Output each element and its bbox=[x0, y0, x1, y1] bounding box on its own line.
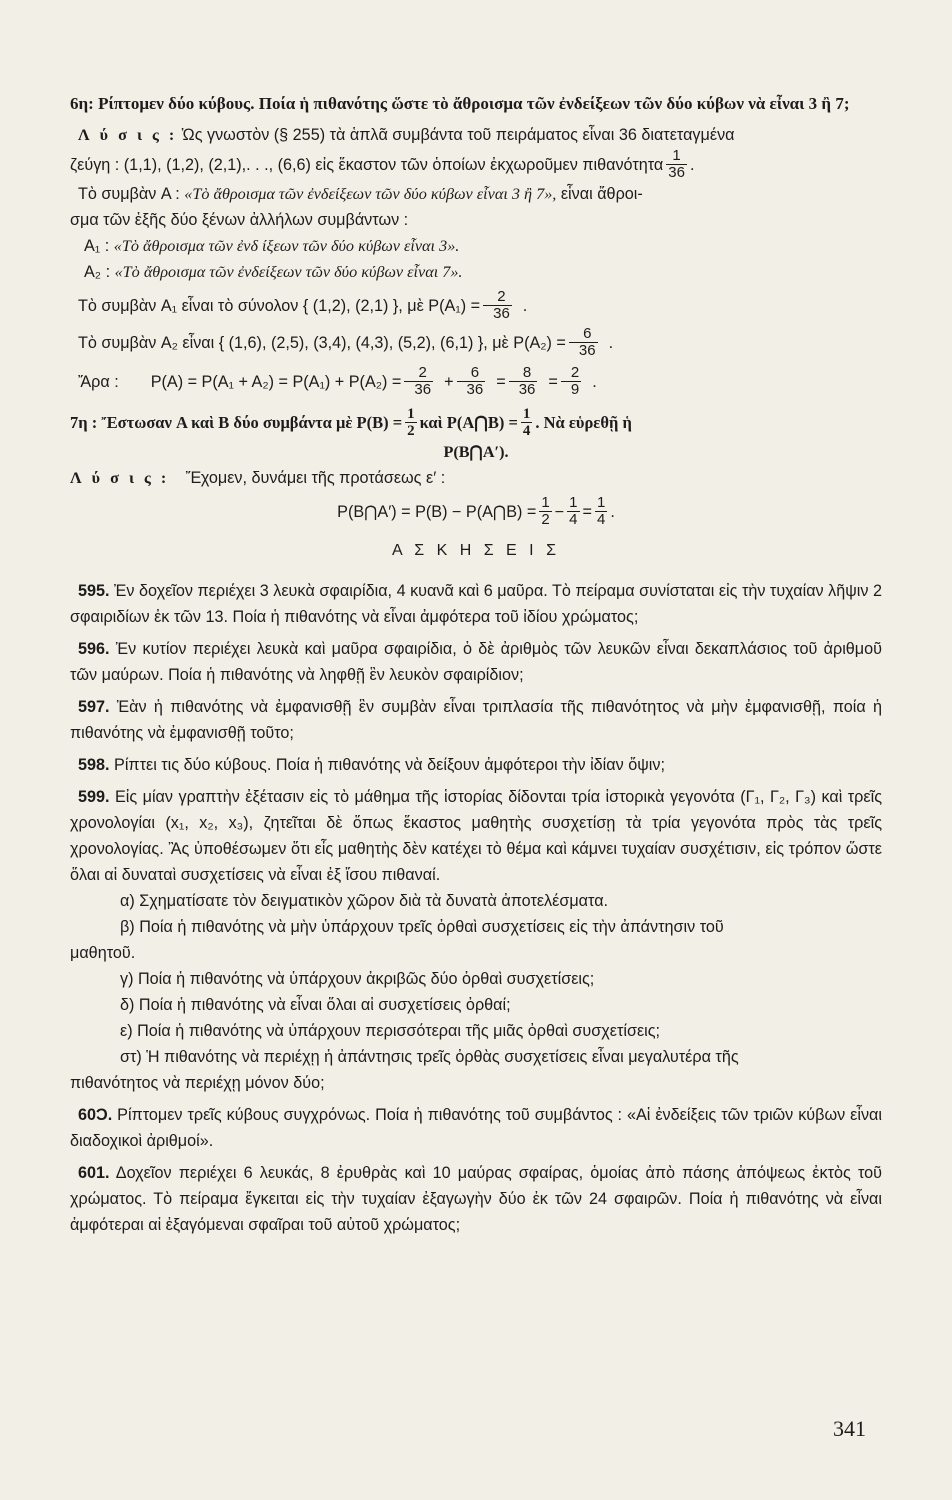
exercise-text: Ἐν δοχεῖον περιέχει 3 λευκὰ σφαιρίδια, 4 κυανᾶ καὶ 6 μαῦρα. Τὸ πείραμα συνίσταται εἰς τὴν τυχαίαν λῆψιν 2 σφαιριδίων ἐκ τῶν 13. Ποία ἡ πιθανότης νὰ εἶναι ἀμφότερα τοῦ ἰδίου χρώματος; bbox=[70, 582, 882, 626]
frac-den: 2 bbox=[541, 511, 550, 528]
exercise-text: Ρίπτει τις δύο κύβους. Ποία ἡ πιθανότης νὰ δείξουν ἀμφότεροι τὴν ἰδίαν ὄψιν; bbox=[114, 756, 665, 774]
exercise-599-b-cont: μαθητοῦ. bbox=[70, 944, 136, 962]
problem-7-title bbox=[70, 406, 882, 439]
fraction-2-36 bbox=[483, 289, 512, 322]
exercise-599-f: στ) Ἡ πιθανότης νὰ περιέχῃ ἡ ἀπάντησις τρεῖς ὀρθὰς συσχετίσεις εἶναι μεγαλυτέρα τῆς bbox=[120, 1048, 739, 1066]
ara-label: Ἄρα : bbox=[78, 372, 119, 391]
dot: . bbox=[592, 372, 597, 391]
exercise-596 bbox=[70, 636, 882, 688]
frac-den: 36 bbox=[404, 381, 433, 398]
frac-num: 8 bbox=[522, 364, 532, 381]
problem-7-solution bbox=[70, 465, 882, 491]
ara-frac-1 bbox=[404, 365, 433, 398]
exercise-597 bbox=[70, 694, 882, 746]
event-a-end: εἶναι ἄθροι- bbox=[560, 185, 643, 203]
solution-text: Ὡς γνωστὸν (§ 255) τὰ ἁπλᾶ συμβάντα τοῦ πειράματος εἶναι 36 διατεταγμένα bbox=[181, 126, 735, 144]
eq-frac-1 bbox=[539, 495, 551, 528]
dot: . bbox=[608, 333, 614, 352]
exercise-595 bbox=[70, 578, 882, 630]
exercise-text: Ρίπτομεν τρεῖς κύβους συγχρόνως. Ποία ἡ πιθανότης τοῦ συμβάντος : «Αἱ ἐνδείξεις τῶν τριῶν κύβων εἶναι διαδοχικοὶ ἀριθμοί». bbox=[70, 1106, 883, 1150]
frac-den: 2 bbox=[407, 423, 415, 439]
equals-sign: = bbox=[548, 372, 558, 391]
exercise-text: Δοχεῖον περιέχει 6 λευκάς, 8 ἐρυθρὰς καὶ 10 μαύρας σφαίρας, ὁμοίας ἀπὸ πάσης ἀπόψεως ἐκτὸς τοῦ χρώματος. Τὸ πείραμα ἔγκειται εἰς τὴν τυχαίαν ἐξαγωγὴν δύο ἐκ τῶν 24 σφαιρῶν. Ποία ἡ πιθανότης νὰ εἶναι ἀμφότεραι αἱ ἐξαγόμεναι σφαῖραι τοῦ αὐτοῦ χρώματος; bbox=[70, 1164, 882, 1234]
frac-den: 36 bbox=[509, 381, 538, 398]
frac-den: 36 bbox=[668, 164, 685, 181]
fraction-1-36 bbox=[666, 148, 687, 181]
a2-set-line bbox=[70, 326, 882, 359]
a1-label: A₁ : bbox=[84, 237, 110, 255]
dot: . bbox=[522, 296, 528, 315]
frac-num: 1 bbox=[569, 494, 578, 511]
eq-frac-2 bbox=[567, 495, 579, 528]
exercise-text: Ἐὰν ἡ πιθανότης νὰ ἐμφανισθῇ ἓν συμβὰν εἶναι τριπλασία τῆς πιθανότητος νὰ μὴν ἐμφανισθῇ, ποία ἡ πιθανότης νὰ ἐμφανισθῇ τοῦτο; bbox=[70, 698, 883, 742]
frac-den: 4 bbox=[522, 423, 531, 439]
a2-label: A₂ : bbox=[84, 263, 111, 281]
problem-7-title-mid: καὶ P(A⋂B) = bbox=[419, 412, 518, 432]
problem-6-title: 6η: Ρίπτομεν δύο κύβους. Ποία ἡ πιθανότης ὥστε τὸ ἄθροισμα τῶν ἐνδείξεων τῶν δύο κύβων νὰ εἶναι 3 ἢ 7; bbox=[70, 94, 850, 113]
a2-set: Τὸ συμβὰν A₂ εἶναι { (1,6), (2,5), (3,4), (4,3), (5,2), (6,1) }, μὲ P(A₂) = bbox=[78, 333, 566, 352]
exercise-598 bbox=[70, 752, 882, 778]
exercise-599 bbox=[70, 784, 882, 1096]
event-a1 bbox=[70, 233, 882, 259]
frac-num: 1 bbox=[672, 147, 681, 164]
exercise-599-a: α) Σχηματίσατε τὸν δειγματικὸν χῶρον διὰ τὰ δυνατὰ ἀποτελέσματα. bbox=[120, 892, 609, 910]
a2-text: «Τὸ ἄθροισμα τῶν ἐνδείξεων τῶν δύο κύβων εἶναι 7». bbox=[114, 263, 463, 281]
ara-frac-4 bbox=[561, 365, 581, 398]
problem-7-title-start: 7η : Ἔστωσαν A καὶ B δύο συμβάντα μὲ P(B) = bbox=[70, 412, 403, 432]
frac-num: 2 bbox=[570, 364, 580, 381]
fraction-6-36 bbox=[569, 326, 598, 359]
event-a2 bbox=[70, 259, 882, 285]
frac-den: 36 bbox=[483, 305, 512, 322]
ara-frac-2 bbox=[457, 365, 486, 398]
frac-num: 2 bbox=[497, 288, 506, 305]
exercise-text: Εἰς μίαν γραπτὴν ἐξέτασιν εἰς τὸ μάθημα τῆς ἱστορίας δίδονται τρία ἱστορικὰ γεγονότα (Γ₁, Γ₂, Γ₃) καὶ τρεῖς χρονολογίαι (x₁, x₂, x₃), ζητεῖται δὲ ὅπως ἕκαστος μαθητὴς συσχετίσῃ τὰ τρία γεγονότα πρὸς τὰς τρεῖς χρονολογίας. Ἂς ὑποθέσωμεν ὅτι εἷς μαθητὴς δὲν κατέχει τὸ θέμα καὶ κάμνει τυχαίαν συσχέτισιν, εἰς τρόπον ὥστε ὅλαι αἱ δυναταὶ συσχετίσεις νὰ εἶναι ἐξ ἴσου πιθαναί. bbox=[70, 788, 882, 884]
ara-frac-3 bbox=[509, 365, 538, 398]
equation-start: P(B⋂A′) = P(B) − P(A⋂B) = bbox=[337, 502, 537, 521]
exercise-599-d: δ) Ποία ἡ πιθανότης νὰ εἶναι ὅλαι αἱ συσχετίσεις ὀρθαί; bbox=[120, 996, 511, 1014]
event-a-label: Τὸ συμβὰν A : bbox=[78, 185, 180, 203]
equals-sign: = bbox=[582, 502, 592, 521]
frac-num: 1 bbox=[596, 494, 606, 511]
a1-set: Τὸ συμβὰν A₁ εἶναι τὸ σύνολον { (1,2), (2,1) }, μὲ P(A₁) = bbox=[78, 296, 481, 315]
exercise-number: 598. bbox=[78, 756, 110, 774]
frac-den: 4 bbox=[569, 511, 578, 528]
plus-sign: + bbox=[444, 372, 454, 391]
a1-text: «Τὸ ἄθροισμα τῶν ἐνδ ίξεων τῶν δύο κύβων εἶναι 3». bbox=[113, 237, 460, 255]
exercise-number: 597. bbox=[78, 698, 110, 716]
page-body bbox=[70, 92, 882, 1244]
fraction-half bbox=[405, 406, 417, 439]
frac-num: 6 bbox=[583, 325, 592, 342]
frac-den: 36 bbox=[569, 342, 598, 359]
event-a-def: «Τὸ ἄθροισμα τῶν ἐνδείξεων τῶν δύο κύβων εἶναι 3 ἢ 7», bbox=[184, 185, 557, 203]
solution-label: Λ ύ σ ι ς : bbox=[70, 469, 170, 487]
solution-text-2: ζεύγη : (1,1), (1,2), (2,1),. . ., (6,6) εἰς ἕκαστον τῶν ὁποίων ἐκχωροῦμεν πιθανότητα bbox=[70, 155, 664, 174]
frac-den: 36 bbox=[457, 381, 486, 398]
exercise-599-intro bbox=[70, 784, 882, 888]
eq-frac-3 bbox=[595, 495, 607, 528]
frac-num: 2 bbox=[418, 364, 427, 381]
exercise-599-e: ε) Ποία ἡ πιθανότης νὰ ὑπάρχουν περισσότεραι τῆς μιᾶς ὀρθαὶ συσχετίσεις; bbox=[120, 1022, 661, 1040]
frac-den: 4 bbox=[596, 511, 606, 528]
solution-text: Ἔχομεν, δυνάμει τῆς προτάσεως ε′ : bbox=[185, 469, 446, 487]
minus-sign: − bbox=[554, 502, 565, 521]
page-number: 341 bbox=[833, 1416, 866, 1441]
event-a-line1 bbox=[70, 181, 882, 207]
event-a-line2: σμα τῶν ἑξῆς δύο ξένων ἀλλήλων συμβάντων : bbox=[70, 211, 409, 229]
exercise-text: Ἐν κυτίον περιέχει λευκὰ καὶ μαῦρα σφαιρίδια, ὁ δὲ ἀριθμὸς τῶν λευκῶν εἶναι δεκαπλάσιος τοῦ ἀριθμοῦ τῶν μαύρων. Ποία ἡ πιθανότης νὰ ληφθῇ ἓν λευκὸν σφαιρίδιον; bbox=[70, 640, 882, 684]
fraction-quarter bbox=[521, 406, 533, 439]
exercise-599-f-cont: πιθανότητος νὰ περιέχῃ μόνον δύο; bbox=[70, 1074, 325, 1092]
frac-den: 9 bbox=[561, 381, 581, 398]
exercise-number: 599. bbox=[78, 788, 110, 806]
frac-num: 1 bbox=[522, 406, 531, 422]
exercise-600 bbox=[70, 1102, 882, 1154]
exercise-599-c: γ) Ποία ἡ πιθανότης νὰ ὑπάρχουν ἀκριβῶς δύο ὀρθαὶ συσχετίσεις; bbox=[120, 970, 595, 988]
frac-num: 1 bbox=[541, 494, 550, 511]
frac-num: 1 bbox=[407, 406, 415, 422]
problem-7-title-end: . Νὰ εὑρεθῇ ἡ bbox=[535, 412, 632, 432]
exercise-number: 595. bbox=[78, 582, 110, 600]
ara-line bbox=[70, 365, 882, 398]
exercise-number: 601. bbox=[78, 1164, 110, 1182]
exercises-heading: Α Σ Κ Η Σ Ε Ι Σ bbox=[392, 542, 560, 559]
dot: . bbox=[610, 502, 615, 521]
equals-sign: = bbox=[496, 372, 506, 391]
problem-7-title-line2: P(B⋂A′). bbox=[443, 443, 509, 461]
problem-7-equation bbox=[70, 495, 882, 528]
dot: . bbox=[689, 155, 695, 174]
problem-6-solution-line2 bbox=[70, 148, 882, 181]
exercise-601 bbox=[70, 1160, 882, 1238]
exercise-number: 596. bbox=[78, 640, 110, 658]
ara-equation: P(A) = P(A₁ + A₂) = P(A₁) + P(A₂) = bbox=[150, 372, 402, 391]
solution-label: Λ ύ σ ι ς : bbox=[78, 126, 178, 144]
frac-num: 6 bbox=[470, 364, 480, 381]
problem-6-solution-line1 bbox=[70, 122, 882, 148]
exercise-599-b: β) Ποία ἡ πιθανότης νὰ μὴν ὑπάρχουν τρεῖς ὀρθαὶ συσχετίσεις εἰς τὴν ἀπάντησιν τοῦ bbox=[120, 918, 724, 936]
a1-set-line bbox=[70, 289, 882, 322]
exercise-number: 60Ͻ. bbox=[78, 1106, 113, 1124]
